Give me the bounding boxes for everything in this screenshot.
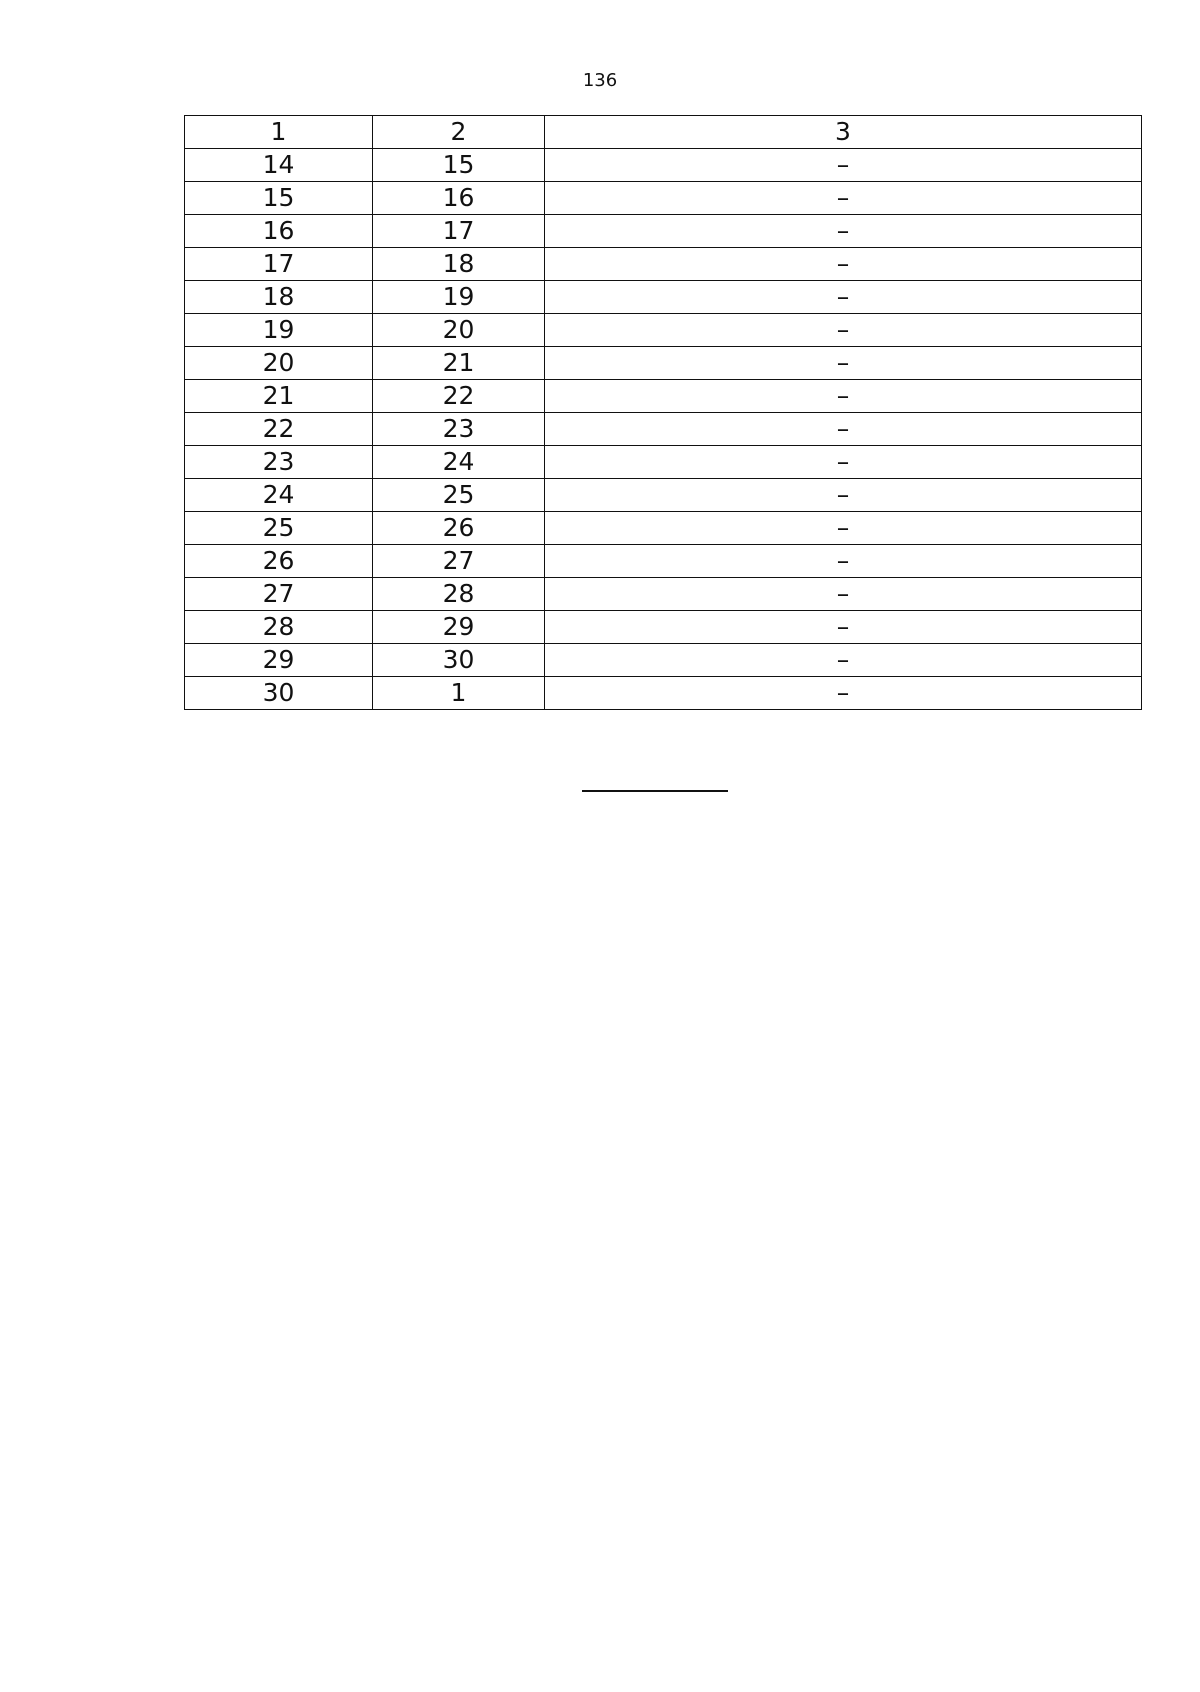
- table-cell-col-1: 18: [185, 281, 373, 314]
- end-of-section-rule: [582, 790, 728, 792]
- table-row: [185, 413, 1142, 446]
- table-cell-col-3: –: [545, 512, 1142, 545]
- table-row: [185, 611, 1142, 644]
- table-cell-col-2: 27: [373, 545, 545, 578]
- table-cell-col-1: 14: [185, 149, 373, 182]
- table-row: [185, 677, 1142, 710]
- table-row: [185, 446, 1142, 479]
- table-cell-col-2: 26: [373, 512, 545, 545]
- table-row: [185, 545, 1142, 578]
- table-row: [185, 182, 1142, 215]
- table-cell-col-3: –: [545, 545, 1142, 578]
- table-cell-col-1: 23: [185, 446, 373, 479]
- table-cell-col-3: –: [545, 644, 1142, 677]
- table-cell-col-2: 23: [373, 413, 545, 446]
- table-cell-col-3: –: [545, 446, 1142, 479]
- table-row: [185, 578, 1142, 611]
- table-row: [185, 347, 1142, 380]
- table-cell-col-3: –: [545, 314, 1142, 347]
- table-header-row: [185, 116, 1142, 149]
- table-cell-col-1: 28: [185, 611, 373, 644]
- table-cell-col-1: 17: [185, 248, 373, 281]
- table-cell-col-3: –: [545, 677, 1142, 710]
- table-cell-col-1: 16: [185, 215, 373, 248]
- table-row: [185, 512, 1142, 545]
- table-row: [185, 248, 1142, 281]
- table-cell-col-3: –: [545, 281, 1142, 314]
- table-cell-col-2: 15: [373, 149, 545, 182]
- table-row: [185, 644, 1142, 677]
- header-cell-col-1: 1: [185, 116, 373, 149]
- table-cell-col-2: 16: [373, 182, 545, 215]
- table-cell-col-1: 24: [185, 479, 373, 512]
- table-cell-col-1: 27: [185, 578, 373, 611]
- table-row: [185, 380, 1142, 413]
- table-row: [185, 314, 1142, 347]
- table-cell-col-1: 21: [185, 380, 373, 413]
- table-cell-col-3: –: [545, 182, 1142, 215]
- table-cell-col-2: 18: [373, 248, 545, 281]
- table-cell-col-3: –: [545, 479, 1142, 512]
- table-cell-col-1: 30: [185, 677, 373, 710]
- table-cell-col-3: –: [545, 611, 1142, 644]
- table-cell-col-2: 22: [373, 380, 545, 413]
- table-cell-col-2: 19: [373, 281, 545, 314]
- table-cell-col-2: 20: [373, 314, 545, 347]
- table-row: [185, 281, 1142, 314]
- table-cell-col-3: –: [545, 149, 1142, 182]
- table-cell-col-2: 30: [373, 644, 545, 677]
- header-cell-col-3: 3: [545, 116, 1142, 149]
- page-number: 136: [582, 70, 618, 91]
- data-table: [184, 115, 1142, 710]
- table-cell-col-3: –: [545, 215, 1142, 248]
- header-cell-col-2: 2: [373, 116, 545, 149]
- table-body: [185, 116, 1142, 710]
- table-cell-col-2: 1: [373, 677, 545, 710]
- table-cell-col-2: 24: [373, 446, 545, 479]
- table-cell-col-2: 28: [373, 578, 545, 611]
- table-cell-col-1: 19: [185, 314, 373, 347]
- table-cell-col-1: 29: [185, 644, 373, 677]
- table-row: [185, 479, 1142, 512]
- table-cell-col-2: 21: [373, 347, 545, 380]
- table-cell-col-1: 22: [185, 413, 373, 446]
- table-cell-col-2: 17: [373, 215, 545, 248]
- table-cell-col-3: –: [545, 347, 1142, 380]
- table-row: [185, 149, 1142, 182]
- table-cell-col-1: 26: [185, 545, 373, 578]
- table-row: [185, 215, 1142, 248]
- table-cell-col-3: –: [545, 413, 1142, 446]
- table-cell-col-1: 25: [185, 512, 373, 545]
- table-cell-col-3: –: [545, 578, 1142, 611]
- table-cell-col-3: –: [545, 248, 1142, 281]
- table-cell-col-2: 29: [373, 611, 545, 644]
- table-cell-col-2: 25: [373, 479, 545, 512]
- table-cell-col-3: –: [545, 380, 1142, 413]
- table-cell-col-1: 15: [185, 182, 373, 215]
- table-cell-col-1: 20: [185, 347, 373, 380]
